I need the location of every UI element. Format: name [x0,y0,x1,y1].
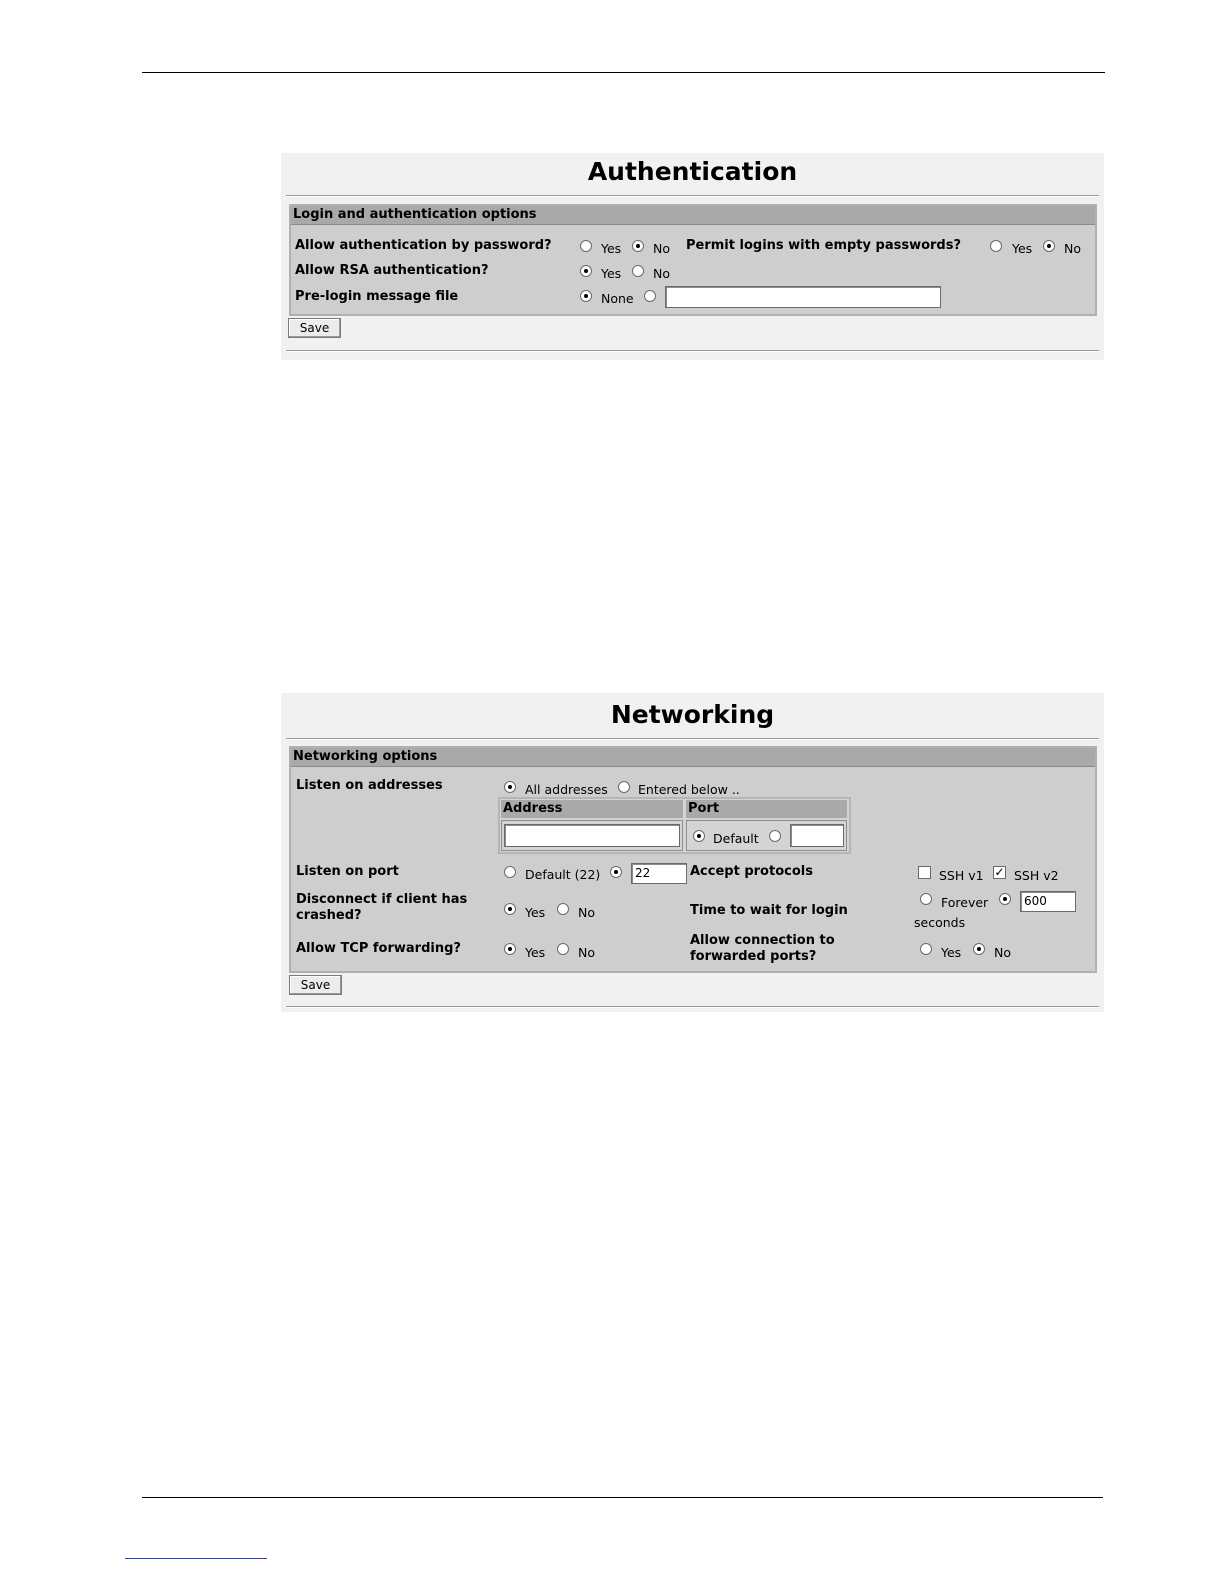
tcp-forwarding-no-label: No [578,945,595,960]
port-custom-radio[interactable] [769,830,781,842]
rsa-auth-yes-radio[interactable] [580,265,592,277]
port-default-radio[interactable] [693,830,705,842]
password-auth-label: Allow authentication by password? [295,238,552,253]
listen-port-label: Listen on port [296,864,399,879]
listen-port-custom-radio[interactable] [610,866,622,878]
ssh-v1-checkbox[interactable] [918,866,931,879]
port-default-label: Default [713,831,759,846]
empty-passwords-yes-label: Yes [1012,241,1033,256]
ssh-v2-checkbox[interactable]: ✓ [994,865,1005,879]
port-column-header: Port [686,800,847,818]
forwarded-ports-label: Allow connection to forwarded ports? [690,933,835,964]
networking-options-panel [289,746,1097,973]
auth-options-panel [289,204,1097,316]
forwarded-ports-yes-radio[interactable] [920,943,932,955]
listen-entered-below-label: Entered below .. [638,782,740,797]
password-auth-yes-label: Yes [601,241,622,256]
listen-port-input[interactable]: 22 [631,863,687,884]
prelogin-label: Pre-login message file [295,289,459,304]
page-title: Authentication [587,157,798,186]
password-auth-yes-radio[interactable] [580,240,592,252]
tcp-forwarding-yes-label: Yes [525,945,546,960]
accept-protocols-label: Accept protocols [690,864,813,879]
section-header: Login and authentication options [291,206,1095,225]
authentication-screenshot [281,153,1104,360]
listen-port-default-radio[interactable] [504,866,516,878]
rsa-auth-yes-label: Yes [601,266,622,281]
bottom-divider [286,350,1099,352]
footer-link-underline [125,1558,267,1559]
prelogin-file-radio[interactable] [644,290,656,302]
address-column-header: Address [501,800,683,818]
save-button[interactable]: Save [288,318,341,338]
password-auth-no-label: No [653,241,670,256]
title-divider [286,738,1099,740]
prelogin-none-radio[interactable] [580,290,592,302]
rsa-auth-no-radio[interactable] [632,265,644,277]
login-wait-forever-radio[interactable] [920,893,932,905]
bottom-divider [286,1006,1099,1008]
tcp-forwarding-yes-radio[interactable] [504,943,516,955]
address-input[interactable] [504,824,680,847]
address-port-input[interactable] [790,824,844,847]
forwarded-ports-yes-label: Yes [941,945,962,960]
footer-rule [142,1497,1103,1498]
login-wait-label: Time to wait for login [690,903,848,918]
empty-passwords-yes-radio[interactable] [990,240,1002,252]
listen-addresses-label: Listen on addresses [296,778,443,793]
listen-port-default-label: Default (22) [525,867,601,882]
tcp-forwarding-no-radio[interactable] [557,943,569,955]
empty-passwords-label: Permit logins with empty passwords? [686,238,961,253]
password-auth-no-radio[interactable] [632,240,644,252]
prelogin-file-input[interactable] [665,286,941,308]
header-rule [142,72,1105,73]
page-title: Networking [610,700,775,729]
ssh-v2-label: SSH v2 [1014,868,1059,883]
listen-entered-below-radio[interactable] [618,781,630,793]
ssh-v1-label: SSH v1 [939,868,984,883]
disconnect-crashed-no-radio[interactable] [557,903,569,915]
prelogin-none-label: None [601,291,634,306]
empty-passwords-no-label: No [1064,241,1081,256]
login-wait-forever-label: Forever [941,895,989,910]
section-header: Networking options [291,748,1095,767]
disconnect-crashed-no-label: No [578,905,595,920]
forwarded-ports-no-radio[interactable] [973,943,985,955]
address-port-table [498,797,851,854]
networking-screenshot [281,693,1104,1012]
title-divider [286,195,1099,197]
disconnect-crashed-label: Disconnect if client has crashed? [296,892,468,923]
disconnect-crashed-yes-label: Yes [525,905,546,920]
login-wait-custom-radio[interactable] [999,893,1011,905]
tcp-forwarding-label: Allow TCP forwarding? [296,941,461,956]
empty-passwords-no-radio[interactable] [1043,240,1055,252]
listen-all-addresses-label: All addresses [525,782,608,797]
forwarded-ports-no-label: No [994,945,1011,960]
save-button[interactable]: Save [289,975,342,995]
rsa-auth-no-label: No [653,266,670,281]
disconnect-crashed-yes-radio[interactable] [504,903,516,915]
login-wait-input[interactable]: 600 [1020,891,1076,912]
rsa-auth-label: Allow RSA authentication? [295,263,489,278]
login-wait-unit: seconds [914,915,966,930]
listen-all-addresses-radio[interactable] [504,781,516,793]
